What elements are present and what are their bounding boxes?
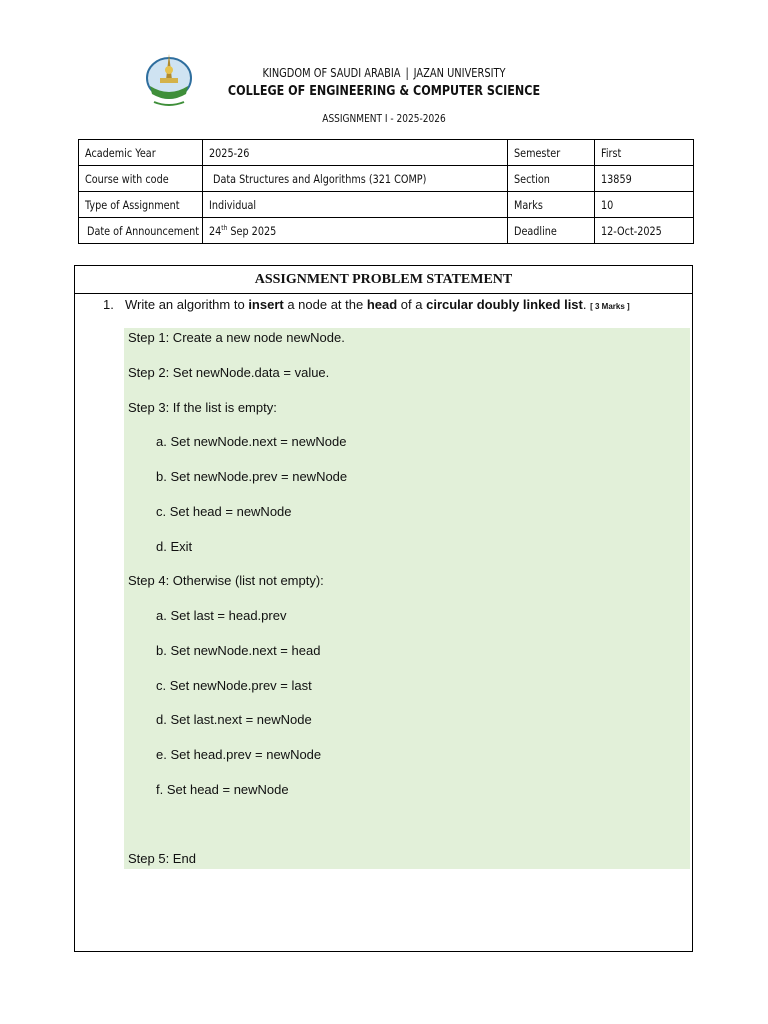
step-3a: a. Set newNode.next = newNode: [156, 434, 347, 449]
header-line-1: [69, 66, 699, 80]
question-keyword-head: head: [366, 297, 398, 312]
question-marks: [ 3 Marks ]: [590, 302, 630, 311]
step-4c: c. Set newNode.prev = last: [156, 678, 312, 693]
info-value-marks: 10: [601, 197, 614, 212]
question-text-3: of a: [397, 297, 427, 312]
assignment-info-table: [78, 139, 694, 244]
table-row: [79, 166, 694, 192]
step-4f: f. Set head = newNode: [156, 782, 289, 797]
question-keyword-insert: insert: [248, 297, 284, 312]
info-value-announcement-date: [209, 224, 276, 238]
step-4: Step 4: Otherwise (list not empty):: [128, 573, 324, 588]
university-name: JAZAN UNIVERSITY: [413, 66, 506, 80]
info-value-semester: First: [601, 145, 622, 160]
info-label-academic-year: Academic Year: [85, 145, 156, 160]
announcement-day: 24: [209, 223, 222, 238]
step-1: Step 1: Create a new node newNode.: [128, 330, 345, 345]
question-number: 1.: [103, 297, 114, 312]
header-separator: |: [405, 66, 409, 80]
step-4a: a. Set last = head.prev: [156, 608, 287, 623]
step-3d: d. Exit: [156, 539, 193, 554]
info-label-deadline: Deadline: [514, 223, 557, 238]
college-name: COLLEGE OF ENGINEERING & COMPUTER SCIENCE: [227, 84, 541, 99]
step-5: Step 5: End: [128, 851, 196, 866]
info-value-section: 13859: [601, 171, 632, 186]
announcement-day-suffix: th: [221, 223, 228, 232]
country-name: KINGDOM OF SAUDI ARABIA: [262, 66, 401, 80]
info-value-assignment-type: Individual: [209, 197, 257, 212]
problem-statement-title: ASSIGNMENT PROBLEM STATEMENT: [75, 266, 692, 294]
step-2: Step 2: Set newNode.data = value.: [128, 365, 330, 380]
info-label-marks: Marks: [514, 197, 543, 212]
table-row: [79, 192, 694, 218]
assignment-title: ASSIGNMENT I - 2025-2026: [322, 112, 446, 125]
question-keyword-list: circular doubly linked list: [426, 297, 583, 312]
question-1: [103, 297, 630, 312]
step-4b: b. Set newNode.next = head: [156, 643, 321, 658]
step-4d: d. Set last.next = newNode: [156, 712, 312, 727]
problem-statement-box: [74, 265, 693, 952]
info-label-assignment-type: Type of Assignment: [85, 197, 180, 212]
info-value-deadline: 12-Oct-2025: [601, 223, 662, 238]
step-3c: c. Set head = newNode: [156, 504, 292, 519]
table-row: [79, 218, 694, 244]
question-text-2: a node at the: [283, 297, 367, 312]
info-label-course: Course with code: [85, 171, 169, 186]
info-value-course: Data Structures and Algorithms (321 COMP): [213, 171, 427, 186]
table-row: [79, 140, 694, 166]
announcement-month-year: Sep 2025: [227, 223, 277, 238]
algorithm-steps-panel: [124, 328, 690, 869]
info-label-semester: Semester: [514, 145, 561, 160]
step-3b: b. Set newNode.prev = newNode: [156, 469, 348, 484]
info-value-academic-year: 2025-26: [209, 145, 250, 160]
info-label-section: Section: [514, 171, 550, 186]
question-text-4: .: [582, 297, 591, 312]
question-text-1: Write an algorithm to: [125, 297, 249, 312]
info-label-announcement-date: Date of Announcement: [87, 223, 200, 238]
step-4e: e. Set head.prev = newNode: [156, 747, 322, 762]
step-3: Step 3: If the list is empty:: [128, 400, 277, 415]
